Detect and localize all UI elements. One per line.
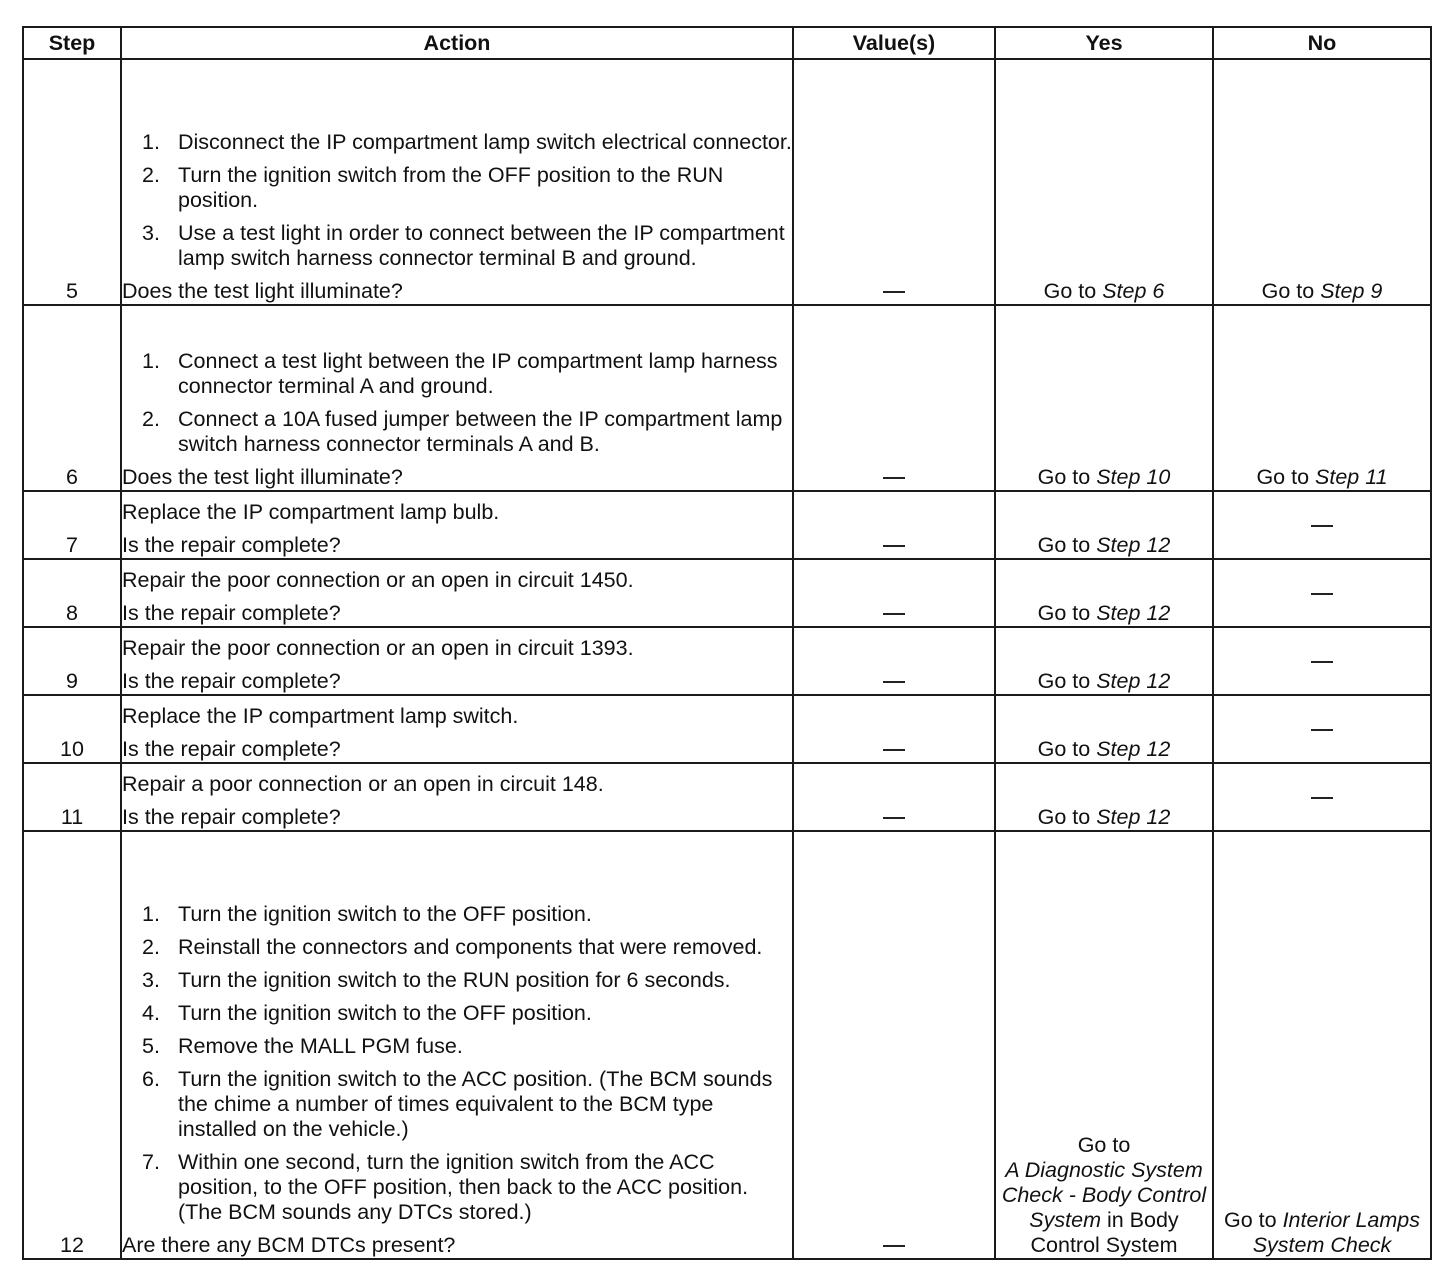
action-instruction: Replace the IP compartment lamp switch. — [122, 704, 519, 728]
empty-value-dash — [883, 477, 905, 479]
no-cell — [1213, 491, 1431, 559]
yes-step-link[interactable]: Step 12 — [1096, 737, 1171, 761]
action-cell — [121, 831, 793, 1259]
yes-cell: Go to Step 12 — [995, 695, 1213, 763]
action-steps — [122, 902, 792, 1225]
yes-cell: Go to Step 12 — [995, 491, 1213, 559]
action-instruction: Repair a poor connection or an open in circuit 148. — [122, 772, 604, 796]
values-cell — [793, 627, 995, 695]
no-cell — [1213, 559, 1431, 627]
no-cell: Go to Step 9 — [1213, 59, 1431, 305]
action-question: Is the repair complete? — [122, 737, 341, 761]
header-action: Action — [121, 27, 793, 59]
values-cell — [793, 695, 995, 763]
yes-step-link[interactable]: Step 12 — [1096, 805, 1171, 829]
step-number: 9 — [23, 627, 121, 695]
diagnostic-table-container — [22, 26, 1430, 1260]
yes-reference-suffix: in Body Control System — [1030, 1208, 1179, 1257]
action-step-item: 1. Disconnect the IP compartment lamp switch electrical connector. — [142, 130, 792, 154]
no-cell: Go to Step 11 — [1213, 305, 1431, 491]
action-instruction: Replace the IP compartment lamp bulb. — [122, 500, 500, 524]
action-step-item: 2. Turn the ignition switch from the OFF position to the RUN position. — [142, 163, 724, 212]
action-cell — [121, 695, 793, 763]
step-number: 12 — [23, 831, 121, 1259]
no-cell — [1213, 763, 1431, 831]
yes-step-link[interactable]: Step 6 — [1102, 279, 1165, 303]
step-number: 11 — [23, 763, 121, 831]
empty-value-dash — [883, 613, 905, 615]
action-step-item: 3. Use a test light in order to connect between the IP compartment lamp switch harness connector terminal B and ground. — [142, 221, 785, 270]
yes-step-link[interactable]: Step 12 — [1096, 669, 1171, 693]
no-reference-link[interactable]: Interior Lamps System Check — [1252, 1208, 1420, 1257]
action-step-item: 4. Turn the ignition switch to the OFF position. — [142, 1001, 592, 1025]
action-step-item: 6. Turn the ignition switch to the ACC position. (The BCM sounds the chime a number of times equivalent to the BCM type installed on the vehicle.) — [142, 1067, 773, 1141]
action-step-item: 1. Connect a test light between the IP compartment lamp harness connector terminal A and ground. — [142, 349, 778, 398]
action-step-item: 7. Within one second, turn the ignition switch from the ACC position, to the OFF position, then back to the ACC position. (The BCM sounds any DTCs stored.) — [142, 1150, 749, 1224]
no-cell — [1213, 627, 1431, 695]
step-number: 6 — [23, 305, 121, 491]
table-row — [23, 59, 1431, 305]
yes-step-link[interactable]: Step 12 — [1096, 533, 1171, 557]
empty-value-dash — [883, 1245, 905, 1247]
yes-cell: Go to Step 6 — [995, 59, 1213, 305]
yes-cell: Go to Step 12 — [995, 627, 1213, 695]
yes-cell: Go to A Diagnostic System Check - Body Control System in Body Control System — [995, 831, 1213, 1259]
header-no: No — [1213, 27, 1431, 59]
action-instruction: Repair the poor connection or an open in circuit 1450. — [122, 568, 634, 592]
header-step: Step — [23, 27, 121, 59]
values-cell — [793, 59, 995, 305]
yes-step-link[interactable]: Step 12 — [1096, 601, 1171, 625]
empty-no-dash — [1311, 729, 1333, 731]
action-instruction: Repair the poor connection or an open in circuit 1393. — [122, 636, 634, 660]
action-step-item: 3. Turn the ignition switch to the RUN position for 6 seconds. — [142, 968, 731, 992]
table-row — [23, 305, 1431, 491]
action-question: Are there any BCM DTCs present? — [122, 1233, 456, 1257]
action-step-item: 5. Remove the MALL PGM fuse. — [142, 1034, 463, 1058]
header-values: Value(s) — [793, 27, 995, 59]
table-row — [23, 695, 1431, 763]
step-number: 5 — [23, 59, 121, 305]
action-steps — [122, 130, 792, 271]
header-yes: Yes — [995, 27, 1213, 59]
action-question: Is the repair complete? — [122, 533, 341, 557]
values-cell — [793, 491, 995, 559]
table-row — [23, 559, 1431, 627]
table-row — [23, 763, 1431, 831]
empty-value-dash — [883, 817, 905, 819]
empty-no-dash — [1311, 593, 1333, 595]
yes-cell: Go to Step 12 — [995, 763, 1213, 831]
step-number: 7 — [23, 491, 121, 559]
action-step-item: 2. Connect a 10A fused jumper between the IP compartment lamp switch harness connector terminals A and B. — [142, 407, 783, 456]
table-row — [23, 491, 1431, 559]
step-number: 10 — [23, 695, 121, 763]
empty-no-dash — [1311, 525, 1333, 527]
no-step-link[interactable]: Step 11 — [1315, 465, 1388, 489]
empty-no-dash — [1311, 797, 1333, 799]
table-header-row — [23, 27, 1431, 59]
action-cell — [121, 491, 793, 559]
empty-no-dash — [1311, 661, 1333, 663]
no-cell: Go to Interior Lamps System Check — [1213, 831, 1431, 1259]
values-cell — [793, 831, 995, 1259]
yes-step-link[interactable]: Step 10 — [1096, 465, 1171, 489]
action-question: Is the repair complete? — [122, 601, 341, 625]
empty-value-dash — [883, 749, 905, 751]
action-cell — [121, 627, 793, 695]
yes-cell: Go to Step 12 — [995, 559, 1213, 627]
action-question: Does the test light illuminate? — [122, 279, 403, 303]
step-number: 8 — [23, 559, 121, 627]
no-cell — [1213, 695, 1431, 763]
values-cell — [793, 559, 995, 627]
action-cell — [121, 763, 793, 831]
values-cell — [793, 763, 995, 831]
action-question: Does the test light illuminate? — [122, 465, 403, 489]
no-step-link[interactable]: Step 9 — [1320, 279, 1383, 303]
empty-value-dash — [883, 681, 905, 683]
action-question: Is the repair complete? — [122, 805, 341, 829]
empty-value-dash — [883, 291, 905, 293]
action-cell — [121, 59, 793, 305]
table-row — [23, 627, 1431, 695]
action-step-item: 1. Turn the ignition switch to the OFF position. — [142, 902, 592, 926]
yes-cell: Go to Step 10 — [995, 305, 1213, 491]
empty-value-dash — [883, 545, 905, 547]
action-cell — [121, 305, 793, 491]
action-step-item: 2. Reinstall the connectors and components that were removed. — [142, 935, 763, 959]
action-steps — [122, 349, 792, 457]
table-row — [23, 831, 1431, 1259]
diagnostic-table — [22, 26, 1432, 1260]
values-cell — [793, 305, 995, 491]
action-question: Is the repair complete? — [122, 669, 341, 693]
yes-reference-link[interactable]: A Diagnostic System Check - Body Control System — [1001, 1158, 1207, 1232]
action-cell — [121, 559, 793, 627]
